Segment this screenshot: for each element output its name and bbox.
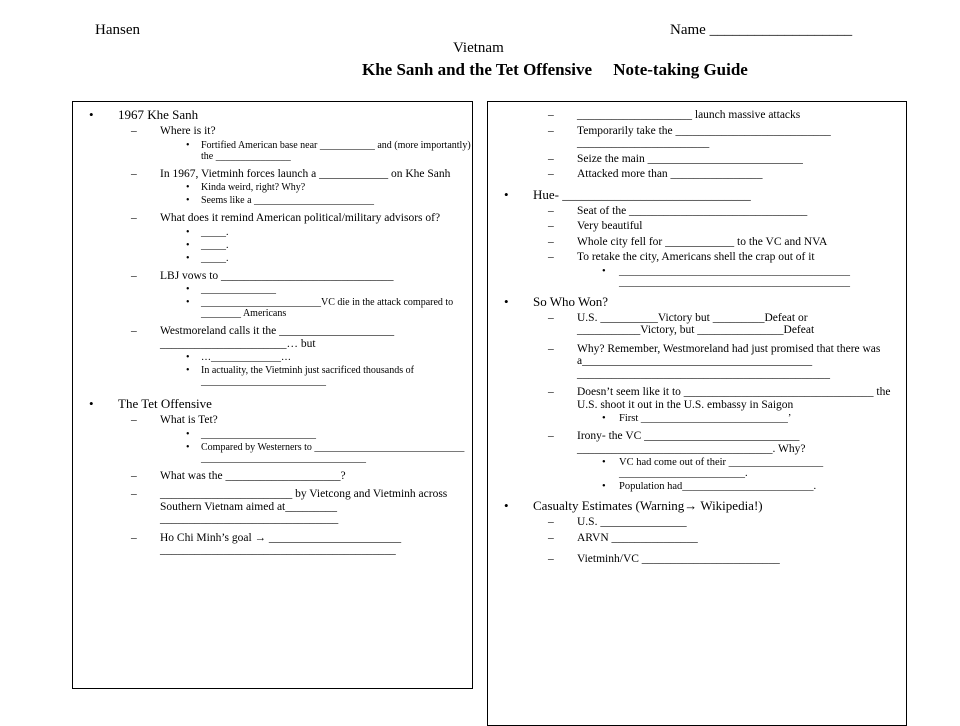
section-heading-text: 1967 Khe Sanh [118,107,199,122]
section-heading-text: Casualty Estimates (Warning→ Wikipedia!) [533,498,763,513]
header-teacher-name: Hansen [95,22,140,38]
section-heading-text: So Who Won? [533,293,609,309]
list-item: – In 1967, Vietminh forces launch a ____________ on Khe Sanh [73,168,472,181]
list-subitem: • Fortified American base near ___________ and (more importantly) the _______________ [73,140,472,162]
student-name-field: Name ___________________ [670,22,853,38]
list-item: – Very beautiful [488,220,906,233]
section-heading-hue [488,187,906,202]
list-item: – Seat of the _______________________________ [488,205,906,218]
list-subitem: • Seems like a ________________________ [73,195,472,206]
section-heading-tet-offensive [73,396,472,411]
right-notes-panel [487,101,907,726]
list-subitem: • _____. [73,227,472,238]
list-item: – Seize the main ___________________________ [488,153,906,166]
list-item: – U.S. _______________ [488,516,906,529]
section-heading-casualty-estimates [488,498,906,513]
list-subitem: • _____. [73,253,472,264]
section-heading-text: The Tet Offensive [118,396,212,411]
list-item: – LBJ vows to ______________________________ [73,270,472,283]
list-item: – Vietminh/VC ________________________ [488,553,906,566]
list-item: – What does it remind American political/military advisors of? [73,212,472,225]
page-title: Khe Sanh and the Tet Offensive Note-taking Guide [362,60,748,79]
list-item: – Doesn’t seem like it to _________________________________ the U.S. shoot it out in the U.S. embassy in Saigon [488,386,906,411]
list-subitem: • _____. [73,240,472,251]
list-item: – Whole city fell for ____________ to the VC and NVA [488,236,906,249]
list-item: – Westmoreland calls it the ____________________ ______________________… but [73,325,472,350]
left-notes-panel [72,101,473,689]
list-subitem: • Population had_________________________. [488,481,906,492]
list-item: – Attacked more than ________________ [488,168,906,181]
list-subitem: • Kinda weird, right? Why? [73,182,472,193]
list-subitem: • _______________ [73,284,472,295]
list-item: – Temporarily take the ___________________________ _______________________ [488,125,906,150]
list-item: – ____________________ launch massive attacks [488,109,906,122]
list-item: – U.S. __________Victory but _________Defeat or ___________Victory, but _______________Defeat [488,312,906,337]
list-item: – What was the ____________________? [73,470,472,483]
subject-heading: Vietnam [453,40,504,56]
list-item: – What is Tet? [73,414,472,427]
list-subitem: • _______________________ [73,429,472,440]
section-heading-text: Hue- _____________________________ [533,186,751,202]
list-subitem: • ________________________VC die in the attack compared to ________ Americans [73,297,472,319]
section-heading-who-won [488,294,906,309]
list-item: – ARVN _______________ [488,532,906,545]
list-subitem: • VC had come out of their __________________ ________________________. [488,457,906,479]
list-subitem: • Compared by Westerners to ______________________________ _________________________________ [73,442,472,464]
list-subitem: • First ____________________________’ [488,413,906,424]
list-item: – Why? Remember, Westmoreland had just promised that there was a________________________________________ ____________________________________________ [488,343,906,381]
section-heading-khe-sanh [73,107,472,122]
list-subitem: • ____________________________________________ ____________________________________________ [488,266,906,288]
list-item: – Ho Chi Minh’s goal → _______________________ _________________________________________ [73,532,472,557]
list-item: – Irony- the VC ___________________________ __________________________________. Why? [488,430,906,455]
list-item: – Where is it? [73,125,472,138]
list-item: – To retake the city, Americans shell the crap out of it [488,251,906,264]
list-subitem: • In actuality, the Vietminh just sacrificed thousands of _________________________ [73,365,472,387]
list-item: – _______________________ by Vietcong and Vietminh across Southern Vietnam aimed at_________ _______________________________ [73,488,472,526]
list-subitem: • …______________… [73,352,472,363]
